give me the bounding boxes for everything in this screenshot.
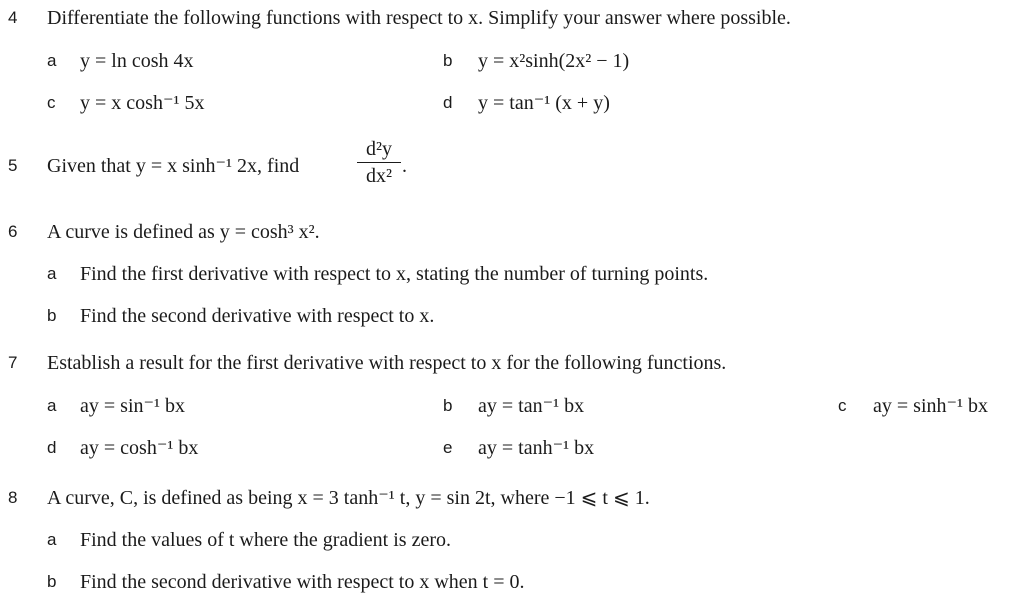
part-label: a [47,396,57,415]
fraction-numerator: d²y [357,138,401,163]
part-label: d [443,93,453,112]
part-text: Find the second derivative with respect to x. [80,305,435,327]
part-text: Find the values of t where the gradient is zero. [80,529,451,551]
fraction-denominator: dx² [366,165,392,187]
second-derivative-fraction [357,138,401,187]
question-stem: Establish a result for the first derivative with respect to x for the following functions. [47,352,727,374]
question-stem: A curve is defined as y = cosh³ x². [47,221,320,243]
part-text: y = x²sinh(2x² − 1) [478,50,630,72]
question-stem: Differentiate the following functions with respect to x. Simplify your answer where possible. [47,7,791,29]
part-label: d [47,438,57,457]
part-label: a [47,51,57,70]
question-number: 7 [8,353,18,372]
question-number: 6 [8,222,18,241]
part-text: y = ln cosh 4x [80,50,194,72]
part-label: c [47,93,56,112]
part-label: b [47,306,57,325]
question-number: 8 [8,488,18,507]
part-text: ay = cosh⁻¹ bx [80,437,199,459]
part-text: ay = sin⁻¹ bx [80,395,186,417]
part-label: b [47,572,57,591]
part-label: b [443,51,453,70]
question-stem: A curve, C, is defined as being x = 3 tanh⁻¹ t, y = sin 2t, where −1 ⩽ t ⩽ 1. [47,487,650,509]
fraction-suffix: . [402,155,407,177]
part-label: a [47,264,57,283]
part-label: a [47,530,57,549]
part-text: Find the first derivative with respect to x, stating the number of turning points. [80,263,709,285]
part-text: ay = sinh⁻¹ bx [873,395,989,417]
part-label: b [443,396,453,415]
question-number: 4 [8,8,18,27]
part-text: y = tan⁻¹ (x + y) [478,92,610,114]
part-text: y = x cosh⁻¹ 5x [80,92,205,114]
part-label: c [838,396,847,415]
part-label: e [443,438,453,457]
part-text: ay = tanh⁻¹ bx [478,437,595,459]
part-text: ay = tan⁻¹ bx [478,395,585,417]
part-text: Find the second derivative with respect to x when t = 0. [80,571,525,593]
question-stem: Given that y = x sinh⁻¹ 2x, find [47,155,300,177]
question-number: 5 [8,156,18,175]
